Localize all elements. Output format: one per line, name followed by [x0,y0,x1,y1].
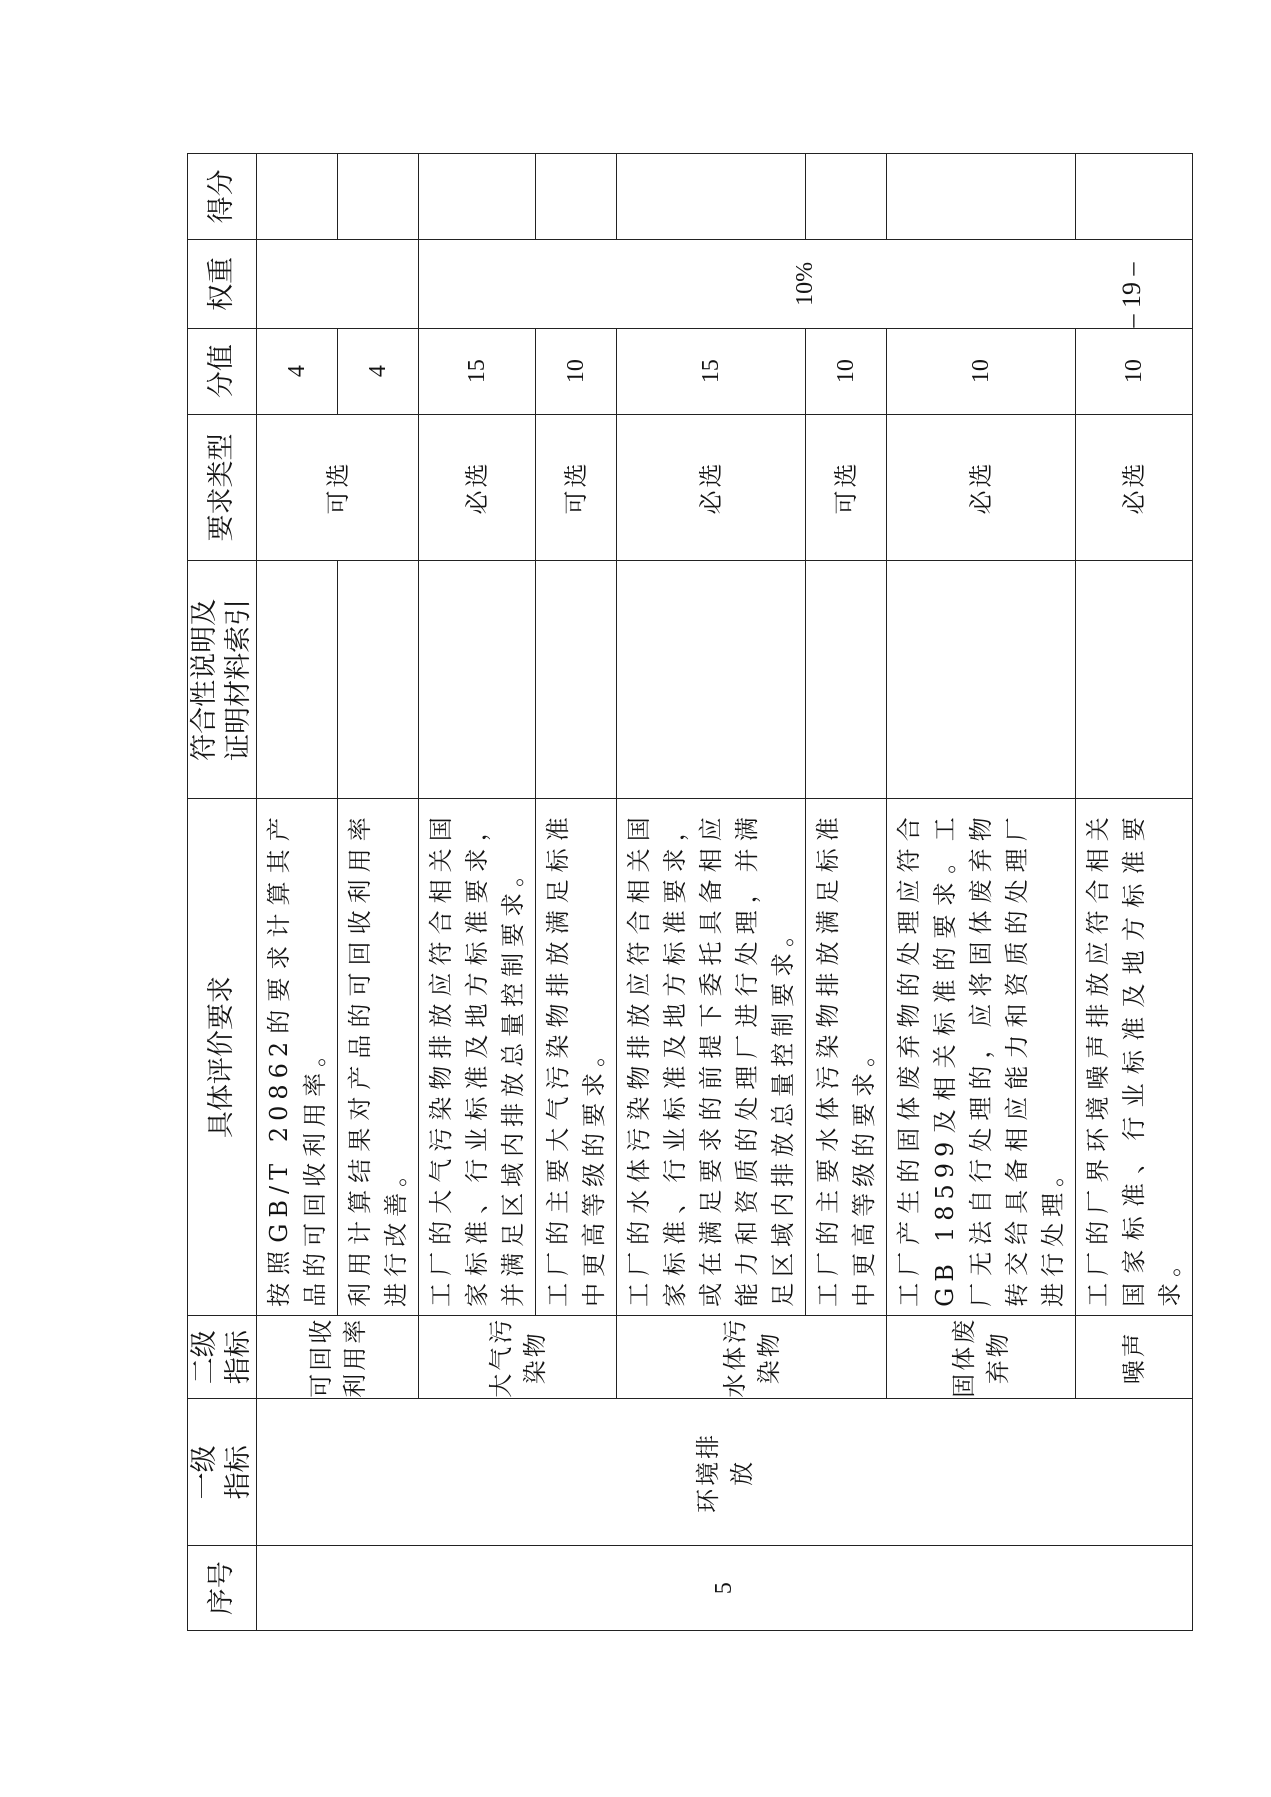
level2-cell: 噪声 [1076,1315,1193,1399]
table-row [257,154,338,1631]
evidence-cell [887,561,1076,799]
weight-cell-blank [257,239,419,328]
level2-cell: 大气污 染物 [419,1315,617,1399]
requirement-cell: 利用计算结果对产品的可回收利用率进行改善。 [338,799,419,1316]
points-cell [419,154,536,240]
level2-cell: 水体污 染物 [617,1315,887,1399]
evidence-cell [806,561,887,799]
requirement-cell: 工厂产生的固体废弃物的处理应符合GB 18599及相关标准的要求。工厂无法自行处理的，应将固体废弃物转交给具备相应能力和资质的处理厂进行处理。 [887,799,1076,1316]
score-cell: 10 [536,328,617,414]
type-cell: 可选 [257,414,419,561]
evidence-cell [1076,561,1193,799]
type-cell: 可选 [806,414,887,561]
header-score: 分值 [188,328,257,414]
points-cell [536,154,617,240]
header-seq: 序号 [188,1546,257,1631]
type-cell: 必选 [419,414,536,561]
header-weight: 权重 [188,239,257,328]
points-cell [806,154,887,240]
score-cell: 15 [617,328,806,414]
evidence-cell [536,561,617,799]
requirement-cell: 工厂的厂界环境噪声排放应符合相关国家标准、行业标准及地方标准要求。 [1076,799,1193,1316]
score-cell: 4 [338,328,419,414]
requirement-cell: 按照GB/T 20862的要求计算其产品的可回收利用率。 [257,799,338,1316]
type-cell: 必选 [1076,414,1193,561]
requirement-cell: 工厂的水体污染物排放应符合相关国家标准、行业标准及地方标准要求，或在满足要求的前提下委托具备相应能力和资质的处理厂进行处理，并满足区域内排放总量控制要求。 [617,799,806,1316]
header-requirement: 具体评价要求 [188,799,257,1316]
level2-cell: 可回收 利用率 [257,1315,419,1399]
type-cell: 可选 [536,414,617,561]
header-row [188,154,257,1631]
score-cell: 10 [1076,328,1193,414]
points-cell [887,154,1076,240]
points-cell [338,154,419,240]
evaluation-table [187,153,1193,1631]
type-cell: 必选 [887,414,1076,561]
page-number: – 19 – [1117,262,1146,328]
evidence-cell [338,561,419,799]
level1-cell: 环境排 放 [257,1399,1193,1546]
evidence-cell [257,561,338,799]
requirement-cell: 工厂的主要大气污染物排放满足标准中更高等级的要求。 [536,799,617,1316]
header-points: 得分 [188,154,257,240]
evidence-cell [419,561,536,799]
requirement-cell: 工厂的大气污染物排放应符合相关国家标准、行业标准及地方标准要求，并满足区域内排放总量控制要求。 [419,799,536,1316]
points-cell [257,154,338,240]
header-level1: 一级 指标 [188,1399,257,1546]
score-cell: 10 [806,328,887,414]
seq-cell: 5 [257,1546,1193,1631]
header-level2: 二级 指标 [188,1315,257,1399]
points-cell [1076,154,1193,240]
score-cell: 4 [257,328,338,414]
score-cell: 10 [887,328,1076,414]
evidence-cell [617,561,806,799]
requirement-cell: 工厂的主要水体污染物排放满足标准中更高等级的要求。 [806,799,887,1316]
level2-cell: 固体废 弃物 [887,1315,1076,1399]
weight-cell: 10% [419,239,1193,328]
score-cell: 15 [419,328,536,414]
header-type: 要求类型 [188,414,257,561]
header-evidence: 符合性说明及 证明材料索引 [188,561,257,799]
type-cell: 必选 [617,414,806,561]
points-cell [617,154,806,240]
